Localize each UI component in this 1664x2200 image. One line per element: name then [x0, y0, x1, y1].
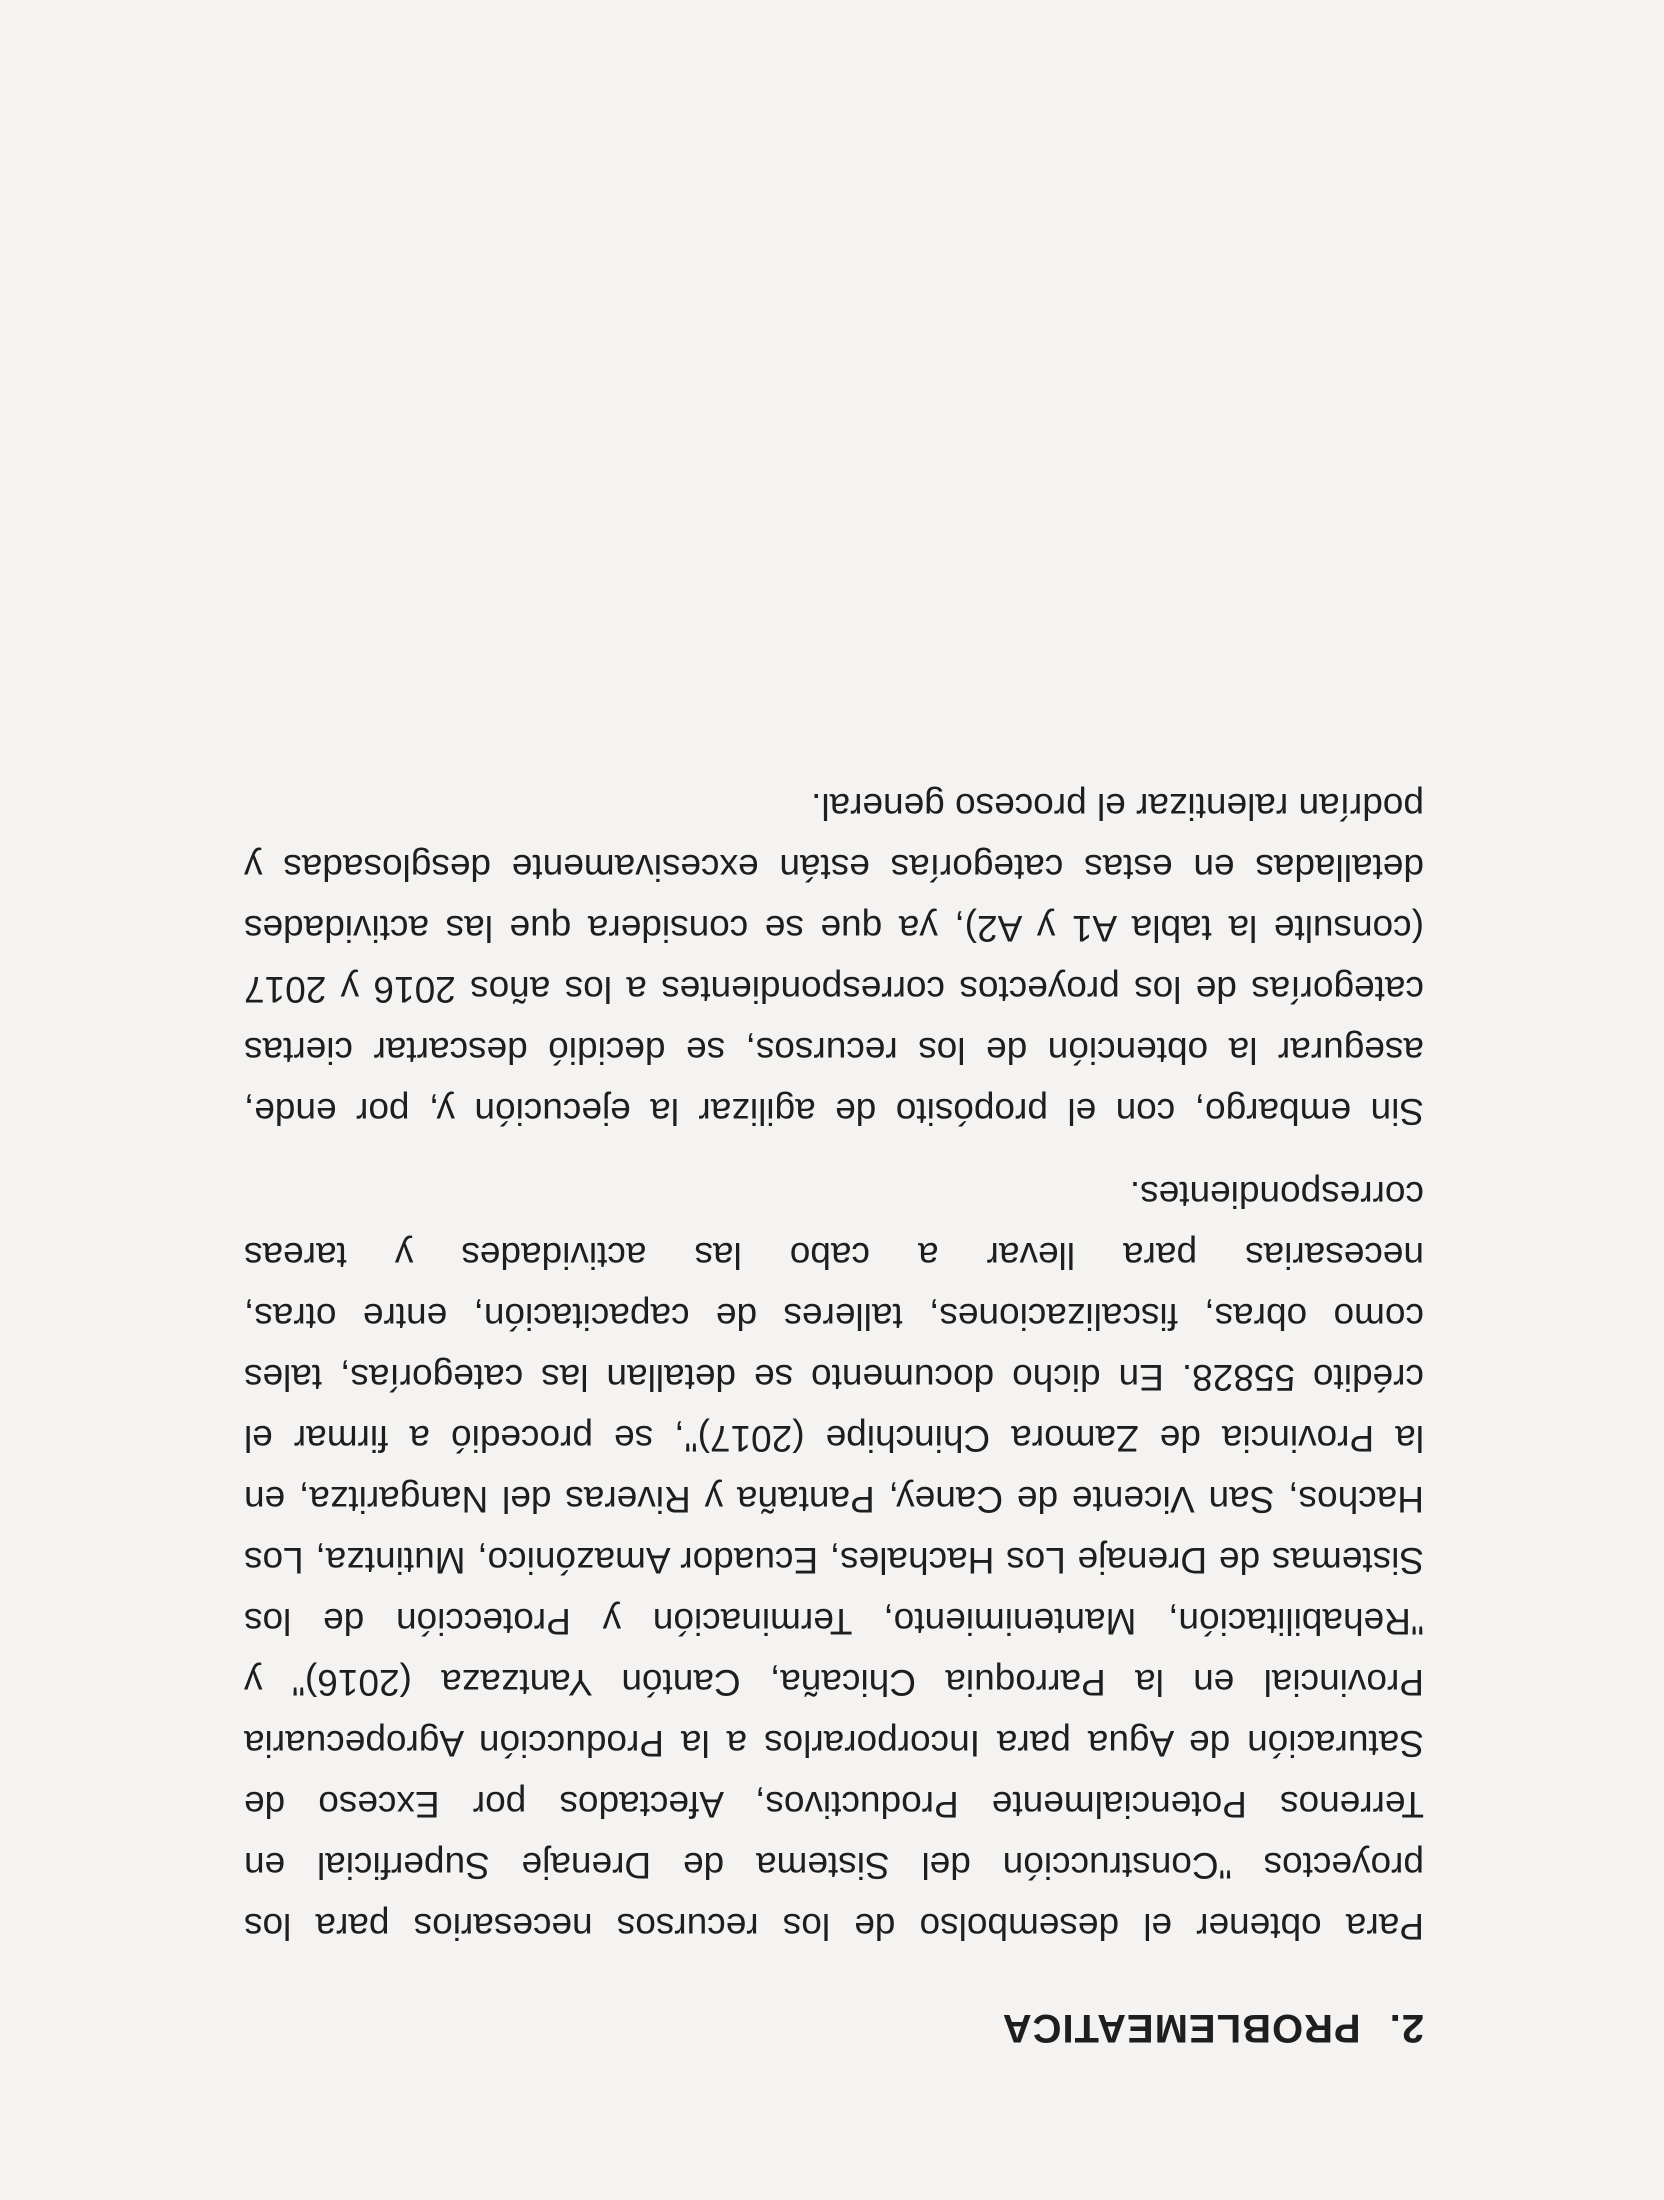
section-heading: [244, 2005, 1424, 2050]
paragraph-1: Para obtener el desembolso de los recursos necesarios para los proyectos "Construcción del Sistema de Drenaje Superficial en Terrenos Potencialmente Productivos, Afectados por Exceso de Saturación de Agua para Incorporarlos a la Producción Agropecuaria Provincial en la Parroquia Chicaña, Cantón Yantzaza (2016)" y "Rehabilitación, Mantenimiento, Terminación y Protección de los Sistemas de Drenaje Los Hachales, Ecuador Amazónico, Mutintza, Los Hachos, San Vicente de Caney, Pantaña y Riveras del Nangaritza, en la Provincia de Zamora Chinchipe (2017)", se procedió a firmar el crédito 55828. En dicho documento se detallan las categorías, tales como obras, fiscalizaciones, talleres de capacitación, entre otras, necesarias para llevar a cabo las actividades y tareas correspondientes.: [244, 1174, 1424, 1947]
section-title: PROBLEMEATICA: [1001, 2006, 1361, 2050]
paragraph-2: Sin embargo, con el propósito de agilizar la ejecución y, por ende, asegurar la obtención de los recursos, se decidió descartar ciertas categorías de los proyectos correspondientes a los años 2016 y 2017 (consulte la tabla A1 y A2), ya que se considera que las actividades detalladas en estas categorías están excesivamente desglosadas y podrían ralentizar el proceso general.: [244, 786, 1424, 1132]
section-number: 2.: [1388, 2006, 1424, 2050]
page-content: [244, 754, 1424, 2050]
